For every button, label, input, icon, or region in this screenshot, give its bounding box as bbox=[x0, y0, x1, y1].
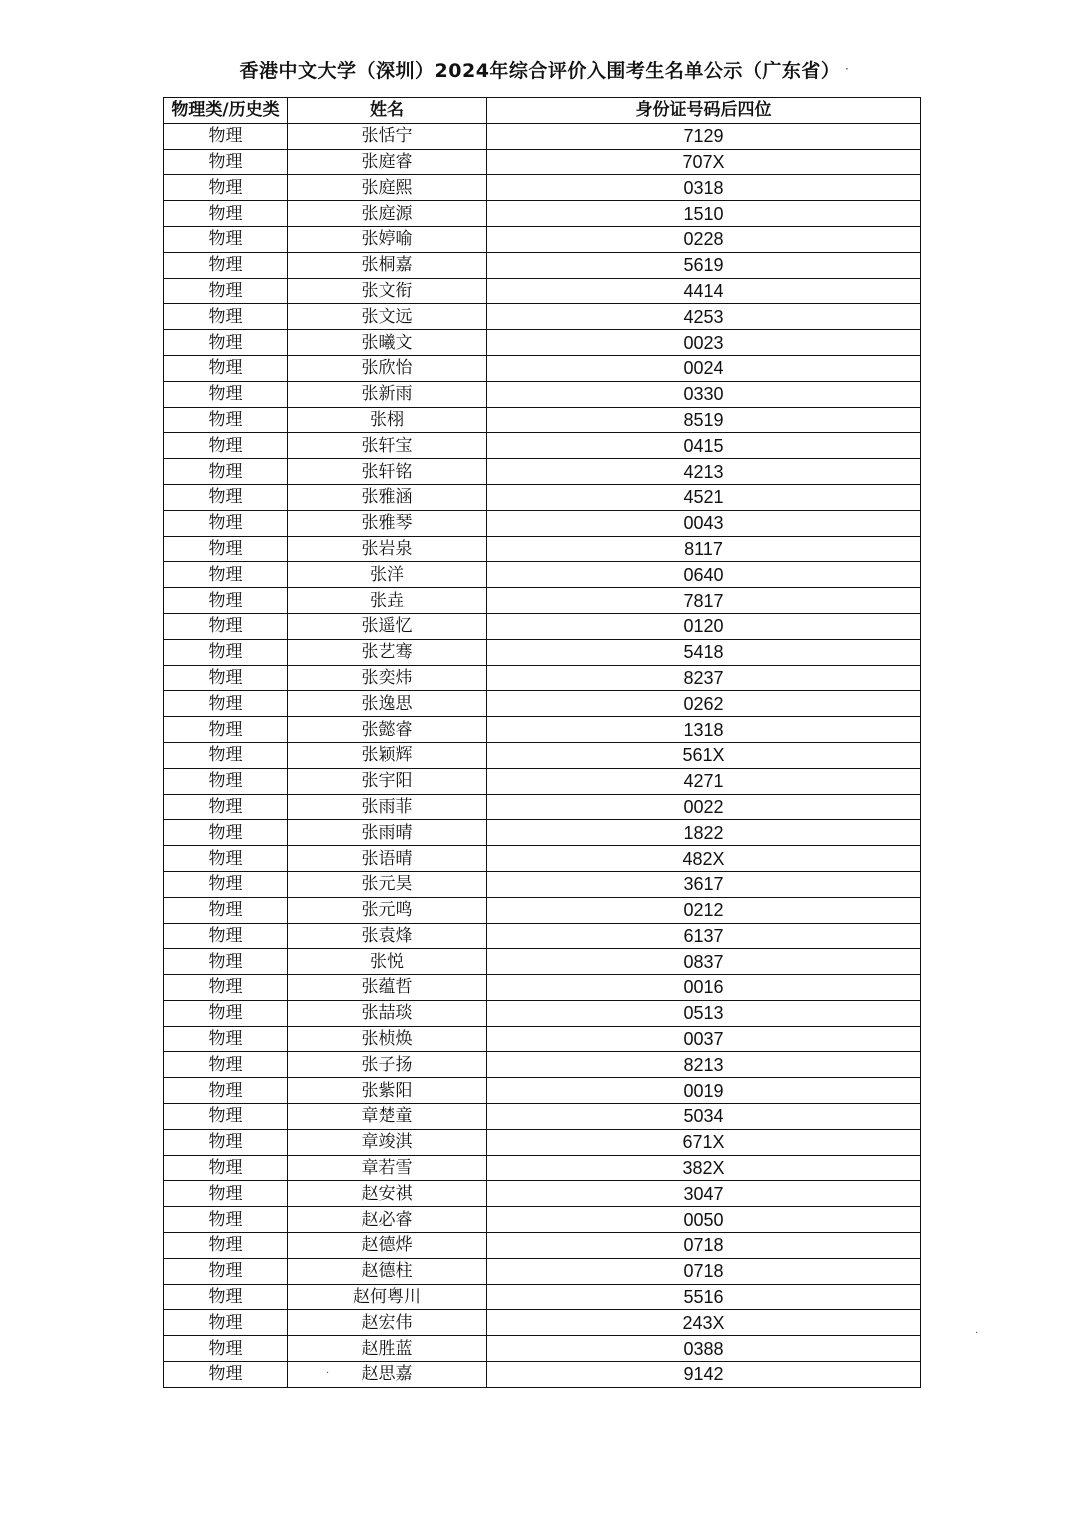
category-cell: 物理 bbox=[164, 484, 288, 510]
category-cell: 物理 bbox=[164, 407, 288, 433]
id-last4-cell: 4213 bbox=[487, 459, 921, 485]
id-last4-cell: 3047 bbox=[487, 1181, 921, 1207]
table-row bbox=[164, 613, 921, 639]
category-cell: 物理 bbox=[164, 459, 288, 485]
id-last4-cell: 0718 bbox=[487, 1233, 921, 1259]
name-cell: 张婷喻 bbox=[288, 226, 487, 252]
header-id-last4: 身份证号码后四位 bbox=[487, 98, 921, 124]
table-row bbox=[164, 691, 921, 717]
table-row bbox=[164, 536, 921, 562]
category-cell: 物理 bbox=[164, 149, 288, 175]
name-cell: 章楚童 bbox=[288, 1104, 487, 1130]
table-row bbox=[164, 1181, 921, 1207]
id-last4-cell: 482X bbox=[487, 846, 921, 872]
table-row bbox=[164, 1104, 921, 1130]
category-cell: 物理 bbox=[164, 1284, 288, 1310]
id-last4-cell: 0837 bbox=[487, 949, 921, 975]
table-row bbox=[164, 897, 921, 923]
id-last4-cell: 0513 bbox=[487, 1000, 921, 1026]
name-cell: 张蕴哲 bbox=[288, 975, 487, 1001]
table-row bbox=[164, 768, 921, 794]
table-row bbox=[164, 1129, 921, 1155]
id-last4-cell: 243X bbox=[487, 1310, 921, 1336]
name-cell: 张雅涵 bbox=[288, 484, 487, 510]
name-cell: 赵德柱 bbox=[288, 1258, 487, 1284]
category-cell: 物理 bbox=[164, 897, 288, 923]
name-cell: 张洋 bbox=[288, 562, 487, 588]
table-row bbox=[164, 846, 921, 872]
table-row bbox=[164, 1155, 921, 1181]
id-last4-cell: 0415 bbox=[487, 433, 921, 459]
table-row bbox=[164, 665, 921, 691]
id-last4-cell: 9142 bbox=[487, 1362, 921, 1388]
name-cell: 赵德烨 bbox=[288, 1233, 487, 1259]
name-cell: 张子扬 bbox=[288, 1052, 487, 1078]
name-cell: 张曦文 bbox=[288, 330, 487, 356]
name-cell: 张庭睿 bbox=[288, 149, 487, 175]
table-body bbox=[164, 123, 921, 1387]
id-last4-cell: 0050 bbox=[487, 1207, 921, 1233]
category-cell: 物理 bbox=[164, 691, 288, 717]
table-row bbox=[164, 1052, 921, 1078]
id-last4-cell: 5418 bbox=[487, 639, 921, 665]
scan-speck: · bbox=[326, 1368, 330, 1379]
category-cell: 物理 bbox=[164, 1052, 288, 1078]
category-cell: 物理 bbox=[164, 1000, 288, 1026]
id-last4-cell: 1318 bbox=[487, 717, 921, 743]
name-cell: 张恬宁 bbox=[288, 123, 487, 149]
id-last4-cell: 4414 bbox=[487, 278, 921, 304]
id-last4-cell: 707X bbox=[487, 149, 921, 175]
table-row bbox=[164, 1000, 921, 1026]
id-last4-cell: 561X bbox=[487, 742, 921, 768]
table-row bbox=[164, 1026, 921, 1052]
id-last4-cell: 0388 bbox=[487, 1336, 921, 1362]
id-last4-cell: 671X bbox=[487, 1129, 921, 1155]
id-last4-cell: 0262 bbox=[487, 691, 921, 717]
id-last4-cell: 8519 bbox=[487, 407, 921, 433]
table-row bbox=[164, 252, 921, 278]
category-cell: 物理 bbox=[164, 794, 288, 820]
category-cell: 物理 bbox=[164, 433, 288, 459]
table-row bbox=[164, 355, 921, 381]
id-last4-cell: 8237 bbox=[487, 665, 921, 691]
table-row bbox=[164, 381, 921, 407]
name-cell: 张雨晴 bbox=[288, 820, 487, 846]
table-row bbox=[164, 175, 921, 201]
table-row bbox=[164, 1336, 921, 1362]
table-row bbox=[164, 794, 921, 820]
category-cell: 物理 bbox=[164, 742, 288, 768]
name-cell: 张雨菲 bbox=[288, 794, 487, 820]
name-cell: 赵胜蓝 bbox=[288, 1336, 487, 1362]
id-last4-cell: 5516 bbox=[487, 1284, 921, 1310]
name-cell: 赵思嘉 bbox=[288, 1362, 487, 1388]
table-row bbox=[164, 278, 921, 304]
id-last4-cell: 1510 bbox=[487, 201, 921, 227]
table-row bbox=[164, 923, 921, 949]
table-row bbox=[164, 510, 921, 536]
category-cell: 物理 bbox=[164, 175, 288, 201]
name-cell: 章若雪 bbox=[288, 1155, 487, 1181]
name-cell: 张逸思 bbox=[288, 691, 487, 717]
table-row bbox=[164, 1078, 921, 1104]
table-row bbox=[164, 459, 921, 485]
table-row bbox=[164, 871, 921, 897]
table-row bbox=[164, 1310, 921, 1336]
category-cell: 物理 bbox=[164, 975, 288, 1001]
id-last4-cell: 0016 bbox=[487, 975, 921, 1001]
id-last4-cell: 0718 bbox=[487, 1258, 921, 1284]
id-last4-cell: 8117 bbox=[487, 536, 921, 562]
id-last4-cell: 0023 bbox=[487, 330, 921, 356]
category-cell: 物理 bbox=[164, 820, 288, 846]
page-title: 香港中文大学（深圳）2024年综合评价入围考生名单公示（广东省） bbox=[239, 60, 841, 82]
name-cell: 张遥忆 bbox=[288, 613, 487, 639]
name-cell: 张奕炜 bbox=[288, 665, 487, 691]
table-row bbox=[164, 484, 921, 510]
category-cell: 物理 bbox=[164, 1233, 288, 1259]
category-cell: 物理 bbox=[164, 330, 288, 356]
category-cell: 物理 bbox=[164, 588, 288, 614]
name-cell: 张袁烽 bbox=[288, 923, 487, 949]
table-row bbox=[164, 330, 921, 356]
id-last4-cell: 0024 bbox=[487, 355, 921, 381]
name-cell: 张语晴 bbox=[288, 846, 487, 872]
id-last4-cell: 382X bbox=[487, 1155, 921, 1181]
table-row bbox=[164, 201, 921, 227]
table-row bbox=[164, 717, 921, 743]
name-cell: 张宇阳 bbox=[288, 768, 487, 794]
name-cell: 张文衔 bbox=[288, 278, 487, 304]
table-row bbox=[164, 1362, 921, 1388]
id-last4-cell: 0019 bbox=[487, 1078, 921, 1104]
category-cell: 物理 bbox=[164, 665, 288, 691]
name-cell: 赵何粤川 bbox=[288, 1284, 487, 1310]
name-cell: 张轩铭 bbox=[288, 459, 487, 485]
id-last4-cell: 5034 bbox=[487, 1104, 921, 1130]
id-last4-cell: 4271 bbox=[487, 768, 921, 794]
category-cell: 物理 bbox=[164, 355, 288, 381]
name-cell: 张桐嘉 bbox=[288, 252, 487, 278]
id-last4-cell: 7817 bbox=[487, 588, 921, 614]
category-cell: 物理 bbox=[164, 304, 288, 330]
name-cell: 张庭源 bbox=[288, 201, 487, 227]
name-cell: 张元鸣 bbox=[288, 897, 487, 923]
id-last4-cell: 3617 bbox=[487, 871, 921, 897]
category-cell: 物理 bbox=[164, 613, 288, 639]
category-cell: 物理 bbox=[164, 1336, 288, 1362]
table-row bbox=[164, 149, 921, 175]
name-cell: 张栩 bbox=[288, 407, 487, 433]
table-header-row bbox=[164, 98, 921, 124]
id-last4-cell: 0037 bbox=[487, 1026, 921, 1052]
name-cell: 张悦 bbox=[288, 949, 487, 975]
category-cell: 物理 bbox=[164, 923, 288, 949]
header-name: 姓名 bbox=[288, 98, 487, 124]
scan-speck: · bbox=[975, 1328, 979, 1339]
id-last4-cell: 4253 bbox=[487, 304, 921, 330]
category-cell: 物理 bbox=[164, 871, 288, 897]
category-cell: 物理 bbox=[164, 123, 288, 149]
candidate-table bbox=[163, 97, 921, 1388]
category-cell: 物理 bbox=[164, 1207, 288, 1233]
id-last4-cell: 0318 bbox=[487, 175, 921, 201]
name-cell: 张岩泉 bbox=[288, 536, 487, 562]
name-cell: 张艺骞 bbox=[288, 639, 487, 665]
name-cell: 张喆琰 bbox=[288, 1000, 487, 1026]
category-cell: 物理 bbox=[164, 949, 288, 975]
name-cell: 张轩宝 bbox=[288, 433, 487, 459]
table-row bbox=[164, 433, 921, 459]
table-row bbox=[164, 1207, 921, 1233]
name-cell: 张庭熙 bbox=[288, 175, 487, 201]
category-cell: 物理 bbox=[164, 226, 288, 252]
category-cell: 物理 bbox=[164, 846, 288, 872]
id-last4-cell: 0120 bbox=[487, 613, 921, 639]
id-last4-cell: 8213 bbox=[487, 1052, 921, 1078]
id-last4-cell: 6137 bbox=[487, 923, 921, 949]
table-row bbox=[164, 639, 921, 665]
category-cell: 物理 bbox=[164, 1310, 288, 1336]
name-cell: 赵宏伟 bbox=[288, 1310, 487, 1336]
name-cell: 张懿睿 bbox=[288, 717, 487, 743]
category-cell: 物理 bbox=[164, 1129, 288, 1155]
name-cell: 张文远 bbox=[288, 304, 487, 330]
table-row bbox=[164, 562, 921, 588]
table-row bbox=[164, 742, 921, 768]
category-cell: 物理 bbox=[164, 717, 288, 743]
id-last4-cell: 4521 bbox=[487, 484, 921, 510]
name-cell: 张垚 bbox=[288, 588, 487, 614]
category-cell: 物理 bbox=[164, 562, 288, 588]
name-cell: 张紫阳 bbox=[288, 1078, 487, 1104]
category-cell: 物理 bbox=[164, 768, 288, 794]
id-last4-cell: 7129 bbox=[487, 123, 921, 149]
id-last4-cell: 5619 bbox=[487, 252, 921, 278]
table-row bbox=[164, 304, 921, 330]
table-row bbox=[164, 407, 921, 433]
name-cell: 张欣怡 bbox=[288, 355, 487, 381]
name-cell: 张桢焕 bbox=[288, 1026, 487, 1052]
name-cell: 章竣淇 bbox=[288, 1129, 487, 1155]
table-row bbox=[164, 975, 921, 1001]
table-row bbox=[164, 588, 921, 614]
id-last4-cell: 0043 bbox=[487, 510, 921, 536]
table-row bbox=[164, 1258, 921, 1284]
category-cell: 物理 bbox=[164, 1155, 288, 1181]
category-cell: 物理 bbox=[164, 1181, 288, 1207]
table-row bbox=[164, 820, 921, 846]
category-cell: 物理 bbox=[164, 1104, 288, 1130]
id-last4-cell: 1822 bbox=[487, 820, 921, 846]
name-cell: 张新雨 bbox=[288, 381, 487, 407]
id-last4-cell: 0640 bbox=[487, 562, 921, 588]
table-row bbox=[164, 1233, 921, 1259]
category-cell: 物理 bbox=[164, 1362, 288, 1388]
scan-speck: · bbox=[845, 62, 849, 76]
id-last4-cell: 0022 bbox=[487, 794, 921, 820]
category-cell: 物理 bbox=[164, 1026, 288, 1052]
category-cell: 物理 bbox=[164, 1258, 288, 1284]
name-cell: 张颖辉 bbox=[288, 742, 487, 768]
category-cell: 物理 bbox=[164, 252, 288, 278]
table-row bbox=[164, 226, 921, 252]
table-row bbox=[164, 1284, 921, 1310]
category-cell: 物理 bbox=[164, 510, 288, 536]
category-cell: 物理 bbox=[164, 381, 288, 407]
id-last4-cell: 0228 bbox=[487, 226, 921, 252]
header-category: 物理类/历史类 bbox=[164, 98, 288, 124]
id-last4-cell: 0212 bbox=[487, 897, 921, 923]
name-cell: 赵必睿 bbox=[288, 1207, 487, 1233]
category-cell: 物理 bbox=[164, 201, 288, 227]
name-cell: 张元昊 bbox=[288, 871, 487, 897]
name-cell: 张雅琴 bbox=[288, 510, 487, 536]
category-cell: 物理 bbox=[164, 1078, 288, 1104]
category-cell: 物理 bbox=[164, 639, 288, 665]
id-last4-cell: 0330 bbox=[487, 381, 921, 407]
category-cell: 物理 bbox=[164, 536, 288, 562]
category-cell: 物理 bbox=[164, 278, 288, 304]
name-cell: 赵安祺 bbox=[288, 1181, 487, 1207]
table-row bbox=[164, 949, 921, 975]
table-row bbox=[164, 123, 921, 149]
